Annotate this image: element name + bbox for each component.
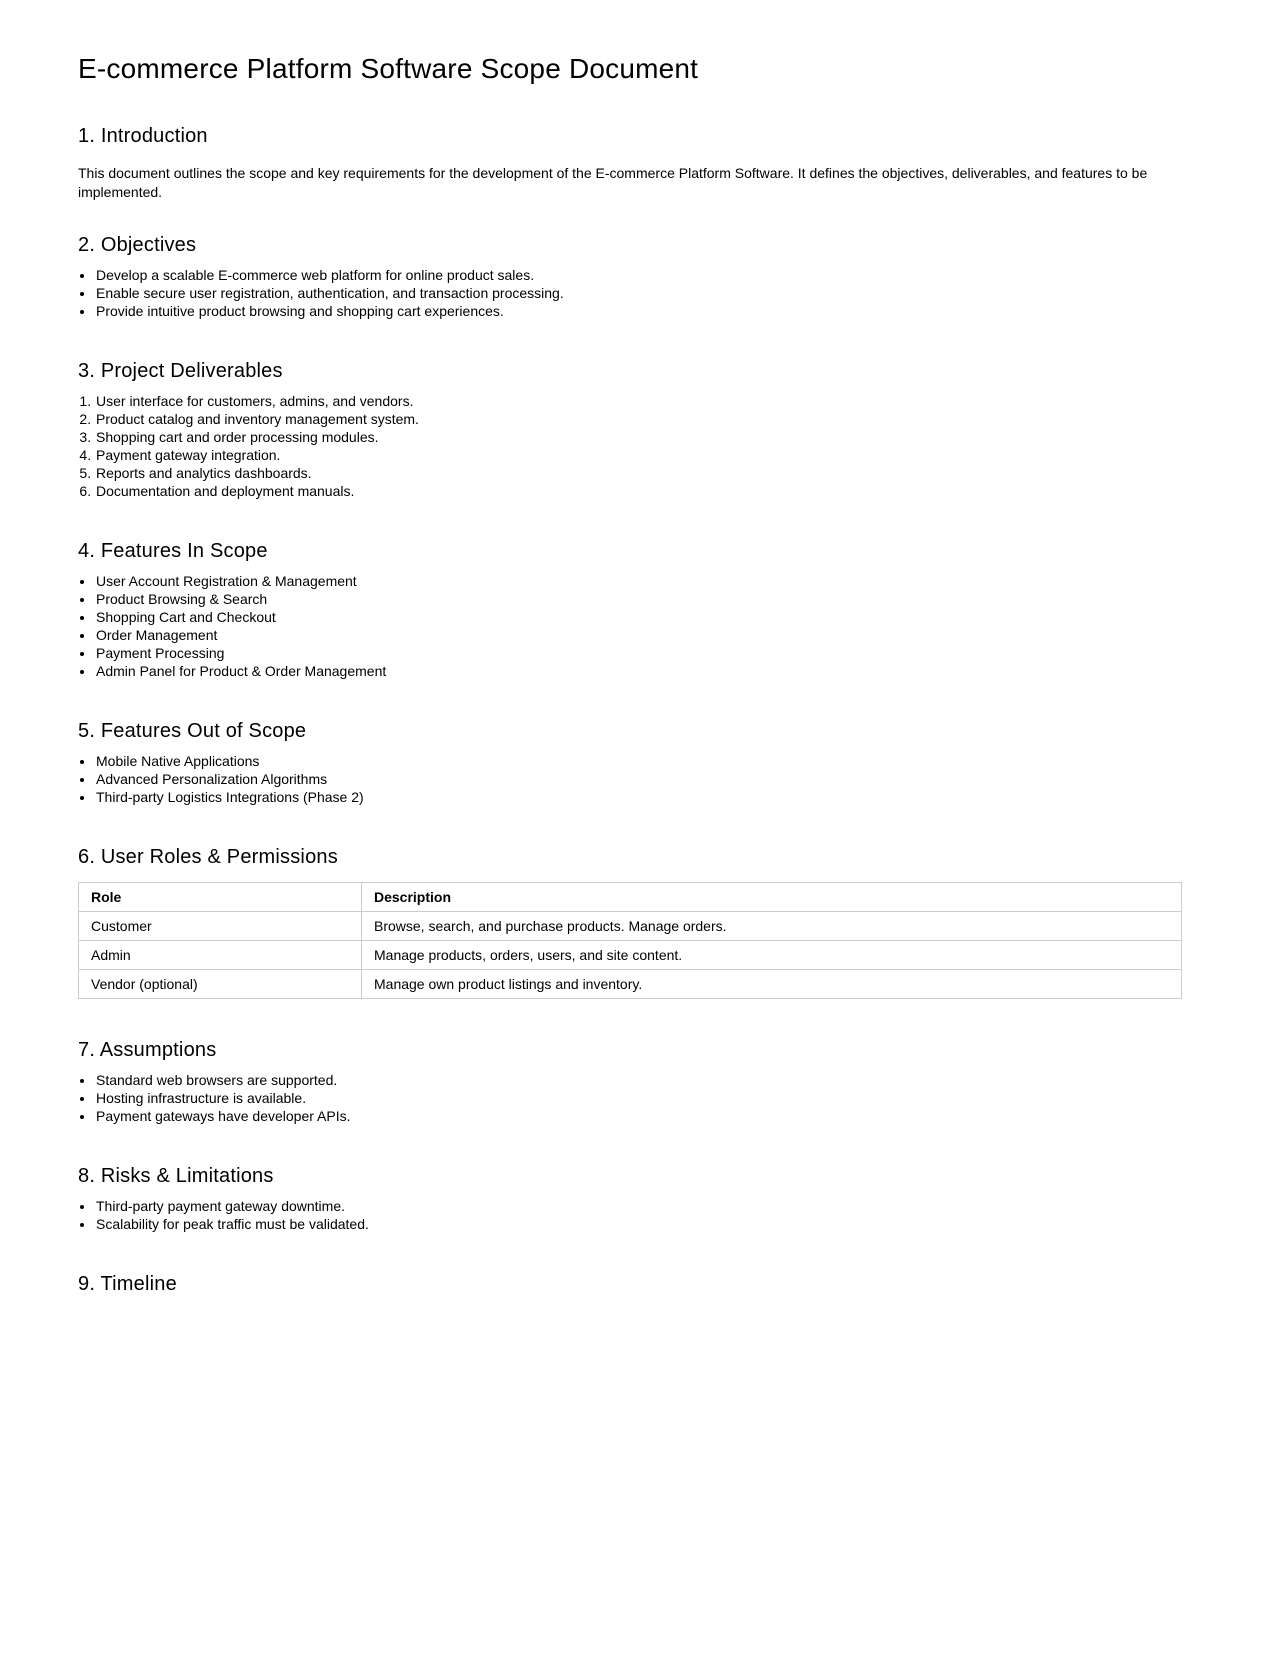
section-heading-introduction: 1. Introduction [78,125,208,147]
bullet-list-assumptions [78,1071,1182,1125]
list-item: 4. Payment gateway integration. [95,446,1182,464]
bullet-list-features-out-of-scope [78,752,1182,806]
section-heading-user-roles-permissions: 6. User Roles & Permissions [78,846,338,868]
list-item: 5. Reports and analytics dashboards. [95,464,1182,482]
section-heading-timeline: 9. Timeline [78,1273,177,1295]
table-cell: Admin [79,941,362,970]
list-item: • Shopping Cart and Checkout [95,608,1182,626]
section-heading-features-out-of-scope: 5. Features Out of Scope [78,720,307,742]
roles-table-head [79,883,1182,912]
bullet-list-features-in-scope [78,572,1182,680]
roles-table-body [79,912,1182,999]
table-cell: Manage own product listings and inventory. [362,970,1182,999]
list-item: • User Account Registration & Management [95,572,1182,590]
list-item: • Provide intuitive product browsing and shopping cart experiences. [95,302,1182,320]
list-item: • Enable secure user registration, authentication, and transaction processing. [95,284,1182,302]
section-heading-risks-limitations: 8. Risks & Limitations [78,1165,274,1187]
section-heading-objectives: 2. Objectives [78,234,197,256]
table-header-row [79,883,1182,912]
table-row [79,912,1182,941]
list-item: • Third-party Logistics Integrations (Phase 2) [95,788,1182,806]
list-item: 6. Documentation and deployment manuals. [95,482,1182,500]
section-heading-assumptions: 7. Assumptions [78,1039,217,1061]
numbered-list-project-deliverables [78,392,1182,500]
list-item: • Advanced Personalization Algorithms [95,770,1182,788]
list-item: • Admin Panel for Product & Order Management [95,662,1182,680]
list-item: • Scalability for peak traffic must be validated. [95,1215,1182,1233]
list-item: • Third-party payment gateway downtime. [95,1197,1182,1215]
list-item: • Order Management [95,626,1182,644]
table-cell: Manage products, orders, users, and site content. [362,941,1182,970]
table-cell: Vendor (optional) [79,970,362,999]
section-paragraph: This document outlines the scope and key requirements for the development of the E-commerce Platform Software. It defines the objectives, deliverables, and features to be implemented. [78,165,1148,200]
document-sections [78,124,1182,1296]
column-header-role: Role [79,883,362,912]
list-item: 3. Shopping cart and order processing modules. [95,428,1182,446]
bullet-list-objectives [78,266,1182,320]
list-item: • Standard web browsers are supported. [95,1071,1182,1089]
column-header-description: Description [362,883,1182,912]
bullet-list-risks-limitations [78,1197,1182,1233]
table-cell: Customer [79,912,362,941]
list-item: • Payment Processing [95,644,1182,662]
table-cell: Browse, search, and purchase products. Manage orders. [362,912,1182,941]
section-heading-features-in-scope: 4. Features In Scope [78,540,268,562]
list-item: • Payment gateways have developer APIs. [95,1107,1182,1125]
section-heading-project-deliverables: 3. Project Deliverables [78,360,283,382]
list-item: 1. User interface for customers, admins, and vendors. [95,392,1182,410]
document-title: E-commerce Platform Software Scope Document [78,53,699,84]
table-row [79,941,1182,970]
roles-table [78,882,1182,999]
table-row [79,970,1182,999]
list-item: 2. Product catalog and inventory management system. [95,410,1182,428]
list-item: • Hosting infrastructure is available. [95,1089,1182,1107]
list-item: • Develop a scalable E-commerce web platform for online product sales. [95,266,1182,284]
list-item: • Product Browsing & Search [95,590,1182,608]
list-item: • Mobile Native Applications [95,752,1182,770]
